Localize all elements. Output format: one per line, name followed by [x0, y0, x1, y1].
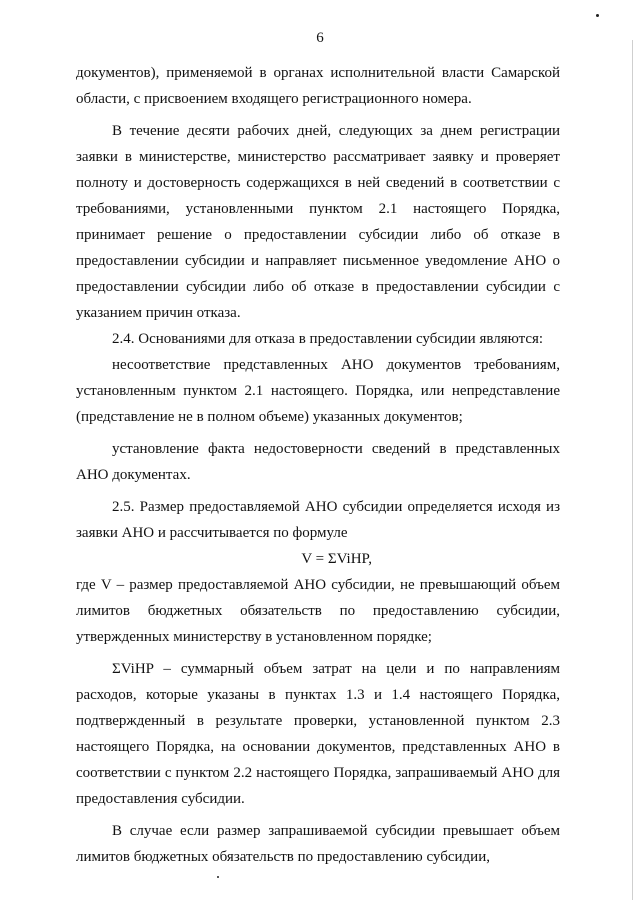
- scan-speck: [596, 14, 599, 17]
- paragraph-2-5-subsidy-size: 2.5. Размер предоставляемой АНО субсидии определяется исходя из заявки АНО и рассчитывается по формуле: [76, 499, 560, 541]
- formula: V = ΣViHP,: [301, 551, 372, 567]
- paragraph-formula-sum-definition: ΣViHP – суммарный объем затрат на цели и по направлениям расходов, которые указаны в пунктах 1.3 и 1.4 настоящего Порядка, подтвержденный в результате проверки, установленной пунктом 2.3 настоящего Порядка, на основании документов, представленных АНО в соответствии с пунктом 2.2 настоящего Порядка, запрашиваемый АНО для предоставления субсидии.: [76, 661, 560, 807]
- document-body: [76, 60, 560, 870]
- page-number: 6: [316, 30, 324, 46]
- paragraph-refusal-ground-1: несоответствие представленных АНО документов требованиям, установленным пунктом 2.1 настоящего. Порядка, или непредставление (представление не в полном объеме) указанных документов;: [76, 357, 560, 425]
- paragraph-continuation: документов), применяемой в органах исполнительной власти Самарской области, с присвоением входящего регистрационного номера.: [76, 65, 560, 107]
- paragraph-review-procedure: В течение десяти рабочих дней, следующих за днем регистрации заявки в министерстве, министерство рассматривает заявку и проверяет полноту и достоверность содержащихся в ней сведений в соответствии с требованиями, установленными пунктом 2.1 настоящего Порядка, принимает решение о предоставлении субсидии либо об отказе в предоставлении субсидии и направляет письменное уведомление АНО о предоставлении субсидии либо об отказе в предоставлении субсидии с указанием причин отказа.: [76, 123, 560, 321]
- paragraph-refusal-ground-2: установление факта недостоверности сведений в представленных АНО документах.: [76, 441, 560, 483]
- scan-speck: [217, 876, 219, 878]
- scan-edge-line: [632, 40, 633, 900]
- paragraph-formula-v-definition: где V – размер предоставляемой АНО субсидии, не превышающий объем лимитов бюджетных обязательств по предоставлению субсидии, утвержденных министерству в установленном порядке;: [76, 577, 560, 645]
- paragraph-excess-case: В случае если размер запрашиваемой субсидии превышает объем лимитов бюджетных обязательств по предоставлению субсидии,: [76, 823, 560, 865]
- paragraph-2-4-heading: 2.4. Основаниями для отказа в предоставлении субсидии являются:: [112, 331, 544, 347]
